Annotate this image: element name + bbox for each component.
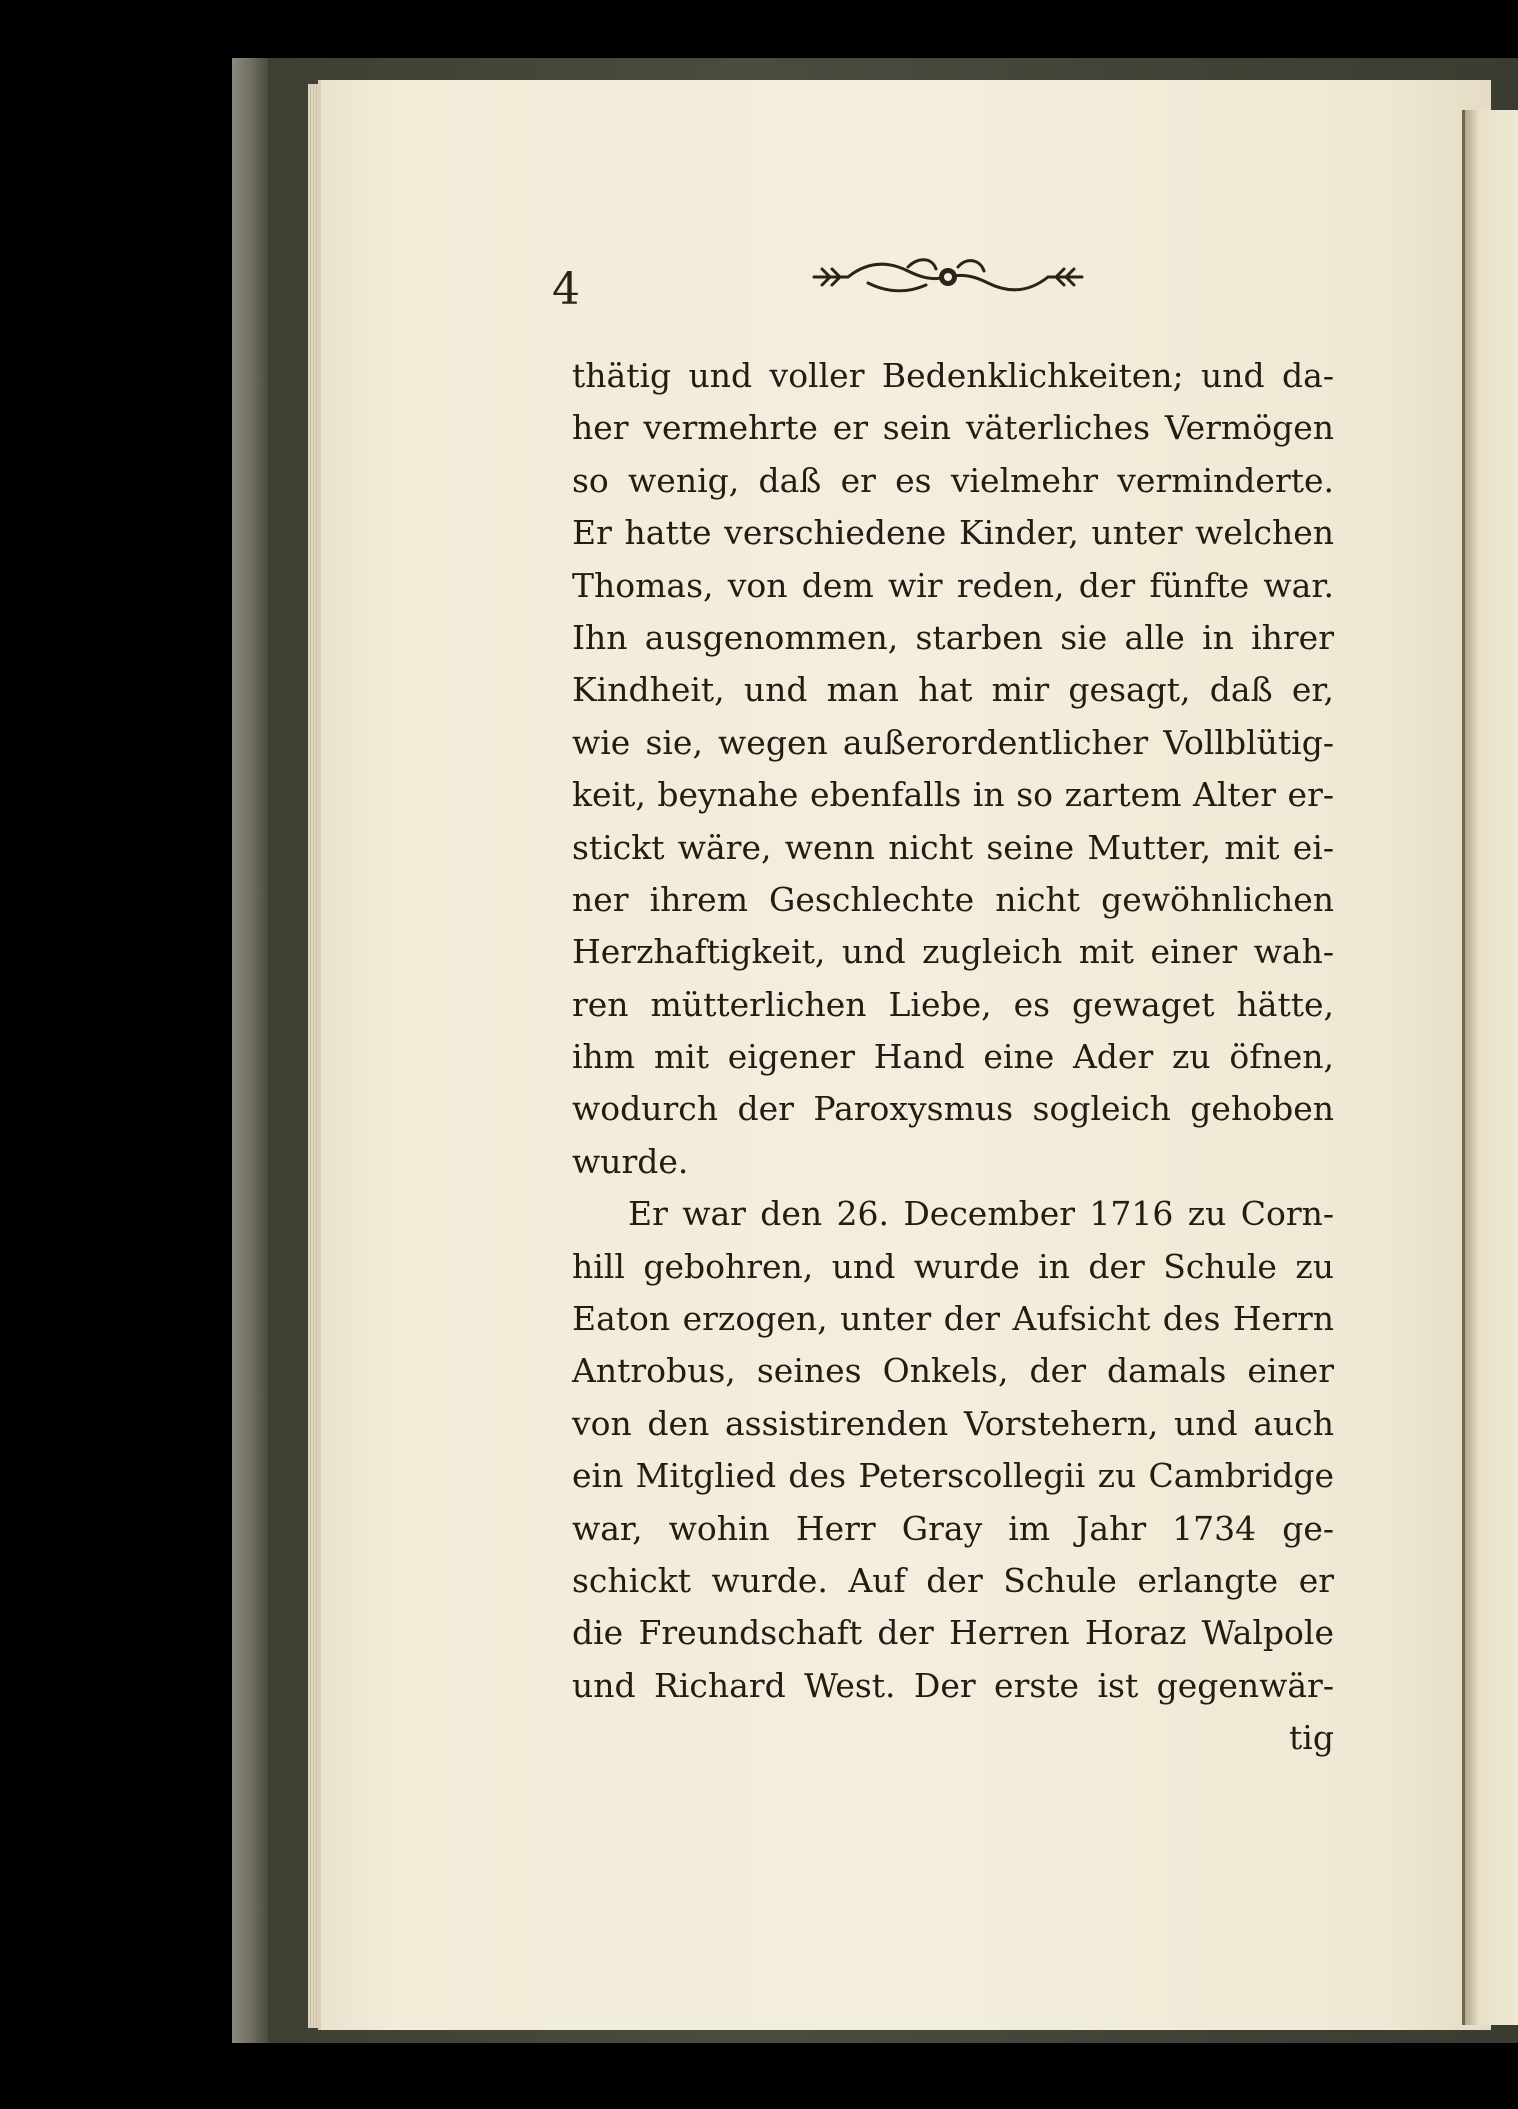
text-line: wurde. bbox=[572, 1141, 689, 1181]
text-line: her vermehrte er sein väterliches Vermögen bbox=[572, 408, 1334, 448]
text-line: Er hatte verschiedene Kinder, unter welchen bbox=[572, 513, 1334, 553]
text-line: Er war den 26. December 1716 zu Corn- bbox=[628, 1194, 1334, 1234]
text-line: thätig und voller Bedenklichkeiten; und da- bbox=[572, 356, 1334, 395]
text-line: ner ihrem Geschlechte nicht gewöhnlichen bbox=[572, 879, 1334, 919]
text-line: stickt wäre, wenn nicht seine Mutter, mit ei- bbox=[572, 827, 1334, 867]
text-line: Kindheit, und man hat mir gesagt, daß er, bbox=[572, 670, 1334, 710]
worn-spine-edge bbox=[232, 58, 268, 2043]
text-line: ein Mitglied des Peterscollegii zu Cambridge bbox=[572, 1456, 1334, 1496]
catchword: tig bbox=[1289, 1718, 1334, 1758]
body-text bbox=[572, 350, 1334, 1765]
text-line: ihm mit eigener Hand eine Ader zu öfnen, bbox=[572, 1037, 1334, 1077]
decorative-vignette-icon bbox=[808, 253, 1088, 301]
text-line: so wenig, daß er es vielmehr verminderte. bbox=[572, 460, 1334, 500]
text-line: Eaton erzogen, unter der Aufsicht des Herrn bbox=[572, 1299, 1334, 1339]
page-number: 4 bbox=[552, 264, 580, 315]
text-line: Thomas, von dem wir reden, der fünfte war. bbox=[572, 565, 1334, 605]
facing-page-edge bbox=[1462, 110, 1518, 2025]
text-line: war, wohin Herr Gray im Jahr 1734 ge- bbox=[572, 1508, 1334, 1548]
text-line: wodurch der Paroxysmus sogleich gehoben bbox=[572, 1089, 1334, 1129]
text-line: wie sie, wegen außerordentlicher Vollblütig- bbox=[572, 722, 1334, 762]
text-line: von den assistirenden Vorstehern, und auch bbox=[572, 1403, 1334, 1443]
text-line: die Freundschaft der Herren Horaz Walpole bbox=[572, 1613, 1334, 1653]
text-line: ren mütterlichen Liebe, es gewaget hätte, bbox=[572, 984, 1334, 1024]
text-line: hill gebohren, und wurde in der Schule zu bbox=[572, 1246, 1334, 1286]
text-line: Antrobus, seines Onkels, der damals einer bbox=[572, 1351, 1334, 1391]
text-line: Ihn ausgenommen, starben sie alle in ihrer bbox=[572, 617, 1334, 657]
text-line: Herzhaftigkeit, und zugleich mit einer wah- bbox=[572, 932, 1334, 972]
text-line: schickt wurde. Auf der Schule erlangte er bbox=[572, 1560, 1334, 1600]
text-line: keit, beynahe ebenfalls in so zartem Alter er- bbox=[572, 775, 1334, 815]
text-line: und Richard West. Der erste ist gegenwär- bbox=[572, 1665, 1334, 1705]
